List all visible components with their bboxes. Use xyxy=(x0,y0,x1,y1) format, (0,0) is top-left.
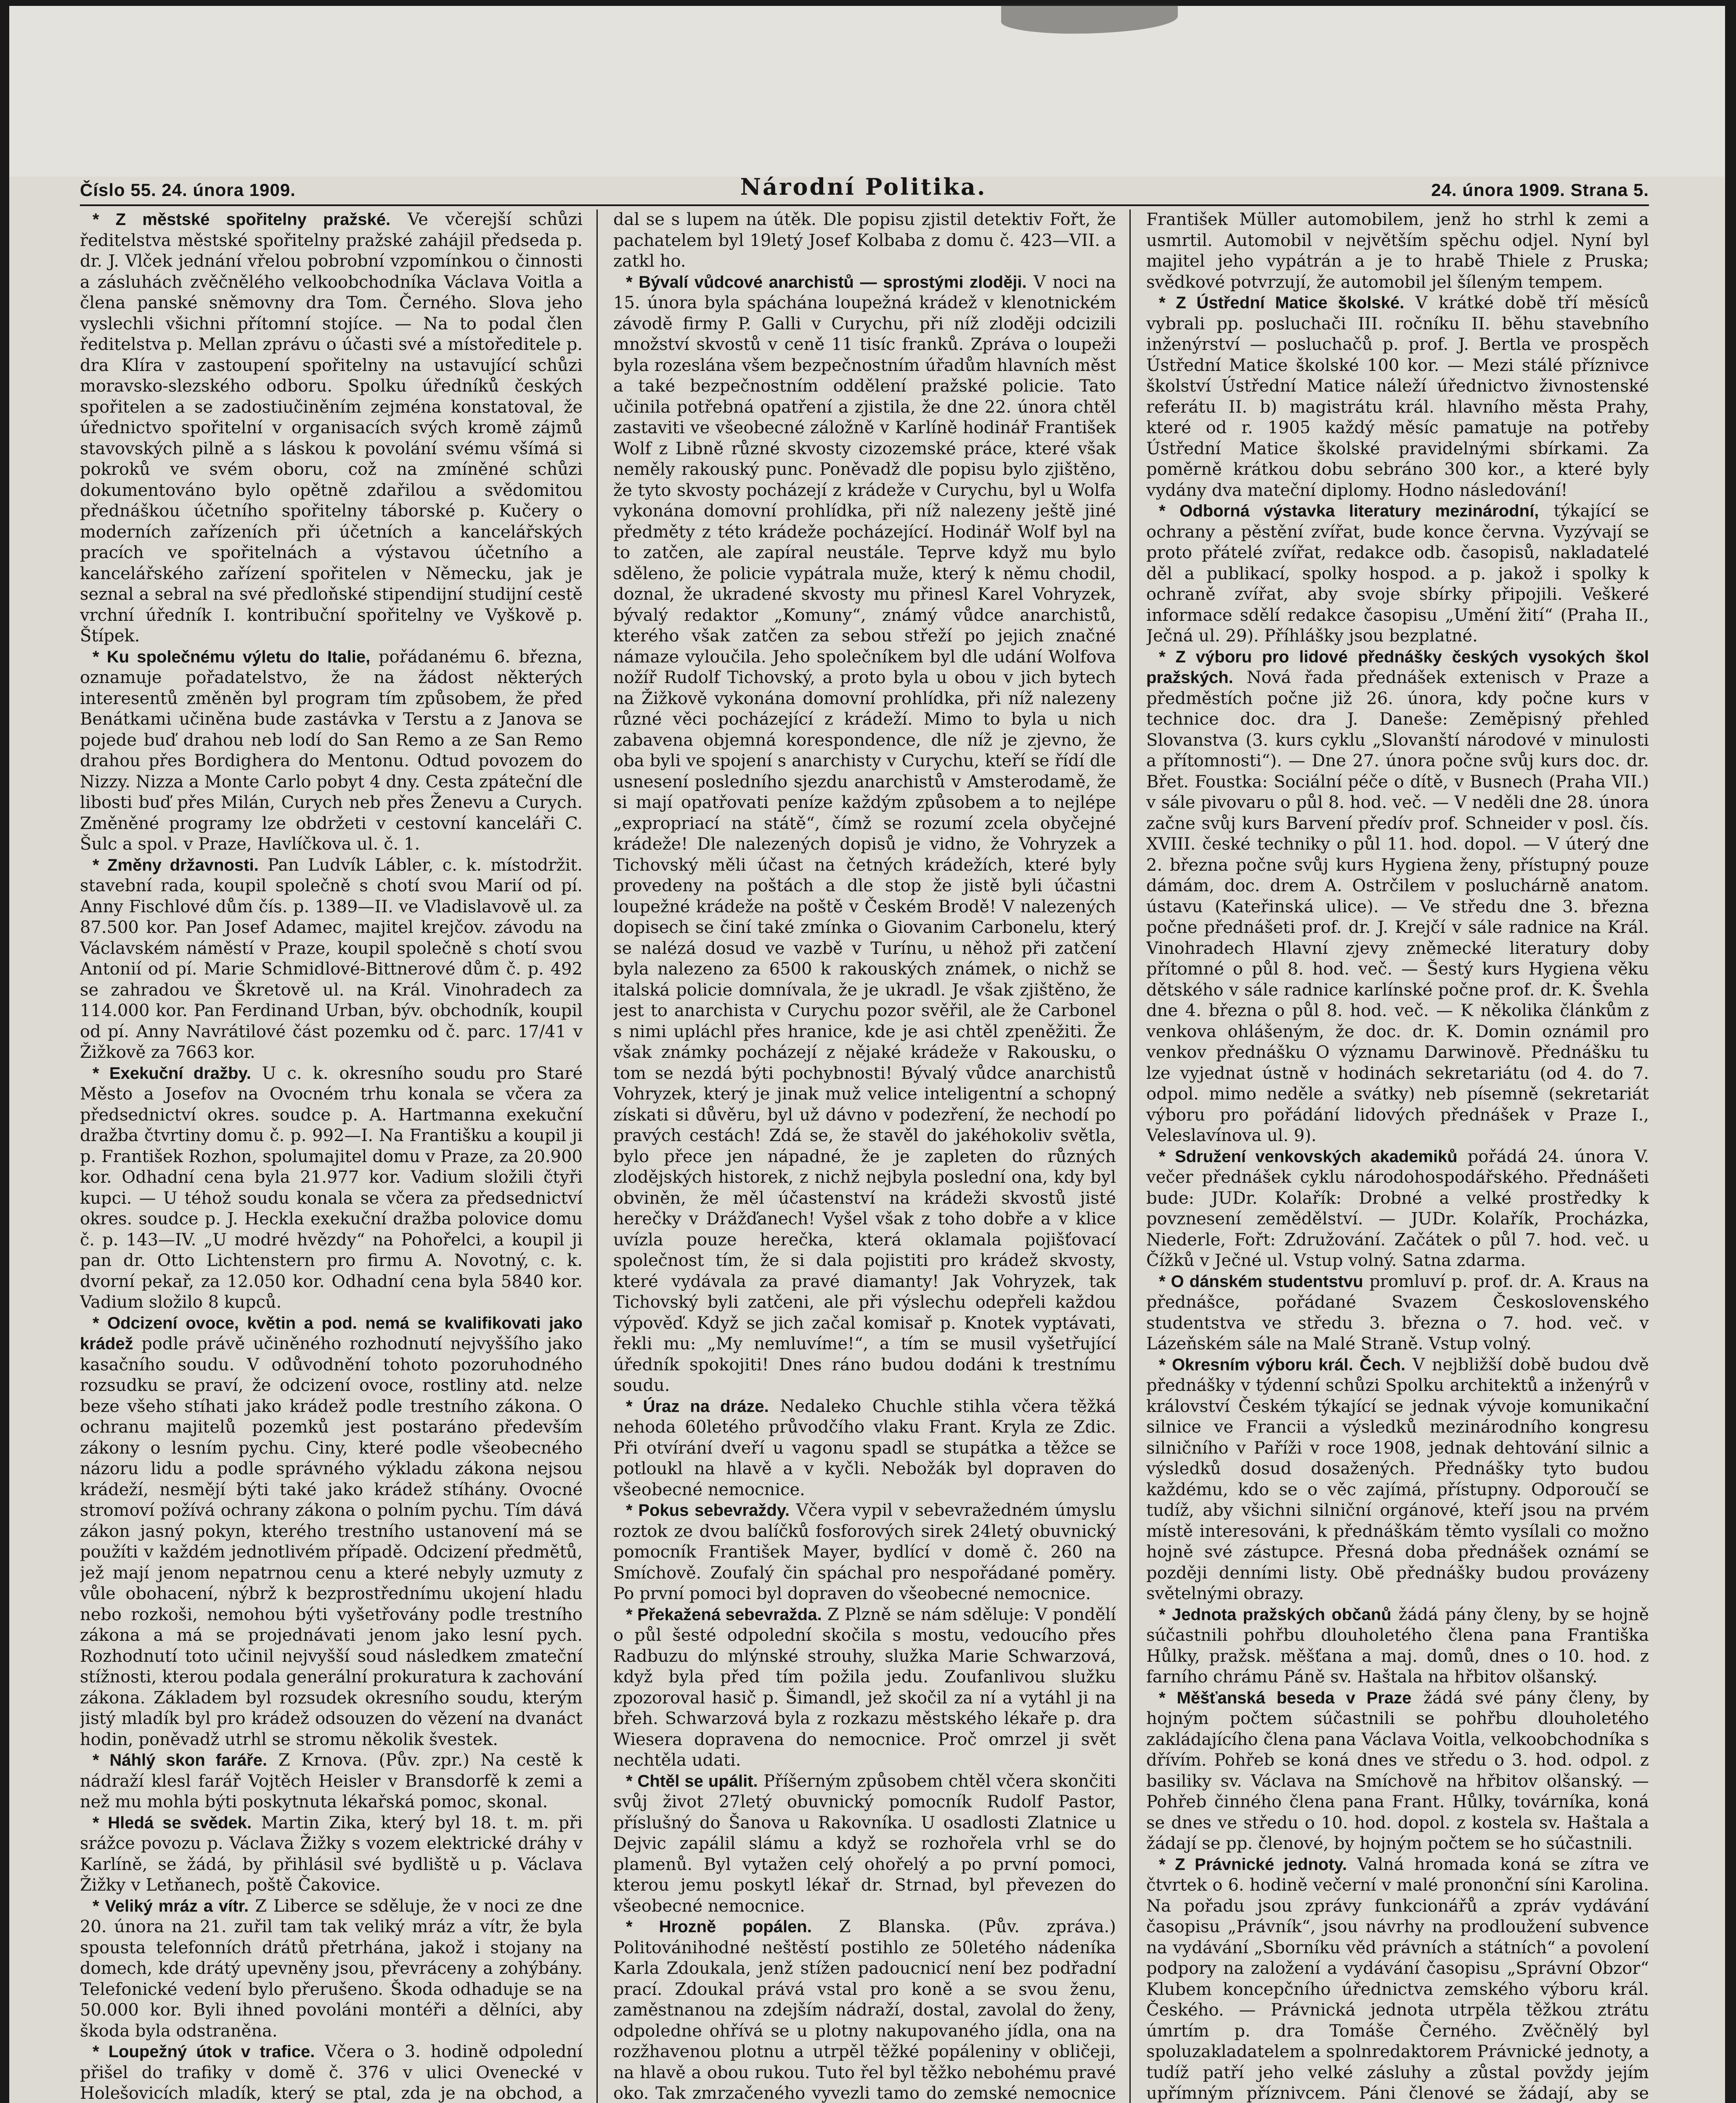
article-body: Příšerným způsobem chtěl včera skončiti svůj život 27letý obuvnický pomocník Rudolf Pastor, příslušný do Šanova u Rakovníka. U osadlosti Zlatnice u Dejvic zapálil slámu a když se rozhořela vrhl se do plamenů. Byl vytažen celý ohořelý a po první pomoci, kterou jemu poskytl lékař dr. Strnad, byl převezen do všeobecné nemocnice. xyxy=(613,1771,1116,1916)
article-col2-3 xyxy=(613,1500,1116,1605)
article-headline: * Z Ústřední Matice školské. xyxy=(1159,294,1404,312)
article-col1-6 xyxy=(80,1813,583,1896)
article-body: Včera o 3. hodině odpolední přišel do trafiky v domě č. 376 v ulici Ovenecké v Holešovicích mladík, který se ptal, zda je na obchod, a xyxy=(80,2042,583,2103)
article-headline: * Hrozně popálen. xyxy=(626,1918,812,1936)
article-headline: * Z městské spořitelny pražské. xyxy=(93,210,390,229)
scan-edge-right xyxy=(1725,0,1736,2103)
header-rule xyxy=(80,204,1649,206)
article-body: promluví p. prof. dr. A. Kraus na přednášce, pořádané Svazem Československého studentstva ve středu 3. března o 7. hod. več. v Lázeňském sále na Malé Straně. Vstup volný. xyxy=(1146,1271,1649,1353)
article-col3-3 xyxy=(1146,647,1649,1147)
article-col3-6 xyxy=(1146,1355,1649,1605)
article-col1-0 xyxy=(80,209,583,647)
article-col2-6 xyxy=(613,1917,1116,2103)
article-headline: * Hledá se svědek. xyxy=(93,1814,252,1832)
article-headline: * Okresním výboru král. Čech. xyxy=(1159,1356,1405,1374)
article-body: Nová řada přednášek extenisch v Praze a předměstích počne již 26. února, kdy počne kurs v technice doc. dra J. Daneše: Zeměpisný přehled Slovanstva (3. kurs cyklu „Slovanští národové v minulosti a přítomnosti“). — Dne 27. února počne svůj kurs doc. dr. Břet. Foustka: Sociální péče o dítě, v Busnech (Praha VII.) v sále pivovaru o půl 8. hod. več. — V neděli dne 28. února začne svůj kurs Barvení předív prof. Schneider v posl. čís. XVIII. české techniky o půl 11. hod. dopol. — V úterý dne 2. března počne svůj kurs Hygiena ženy, přístupný pouze dámám, doc. drem A. Ostrčilem v posluchárně anatom. ústavu (Kateřinská ulice). — Ve středu dne 3. března počne přednášeti prof. dr. J. Krejčí v sále radnice na Král. Vinohradech Hlavní zjevy zněmecké literatury doby přítomné o půl 8. hod. več. — Šestý kurs Hygiena věku dětského v sále radnice karlínské počne prof. dr. K. Švehla dne 4. března o půl 8. hod. več. — K několika článkům z venkova ohlášeným, že doc. dr. K. Domin oznámil pro venkov přednášku O významu Darwinově. Přednášku tu lze vyjednat ústně v hodinách sekretariátu (od 4. do 7. odpol. mimo neděle a svátky) neb písemně (sekretariát výboru pro pořádání lidových přednášek v Praze I., Veleslavínova ul. 9). xyxy=(1146,668,1649,1145)
column-3 xyxy=(1146,209,1649,2103)
article-headline: * Odborná výstavka literatury mezinárodní, xyxy=(1159,502,1539,520)
article-body: U c. k. okresního soudu pro Staré Město a Josefov na Ovocném trhu konala se včera za předsednictví okres. soudce p. A. Hartmanna exekuční dražba čtvrtiny domu č. p. 992—I. Na Františku a koupil ji p. František Rozhon, spolumajitel domu v Praze, za 20.900 kor. Odhadní cena byla 21.977 kor. Vadium složili čtyři kupci. — U téhož soudu konala se včera za předsednictví okres. soudce p. J. Heckla exekuční dražba polovice domu č. p. 143—IV. „U modré hvězdy“ na Pohořelci, a koupil ji pan dr. Otto Lichtenstern pro firmu A. Novotný, c. k. dvorní pekař, za 12.050 kor. Odhadní cena byla 5840 kor. Vadium složilo 8 kupců. xyxy=(80,1063,583,1312)
article-body: podle právě učiněného rozhodnutí nejvyššího jako kasačního soudu. V odůvodnění tohoto pozoruhodného rozsudku se praví, že odcizení ovoce, rostliny atd. nelze beze všeho stíhati jako krádež podle trestního zákona. O ochranu majitelů pozemků jest postaráno především zákony o lesním pychu. Ciny, které podle všeobecného názoru lidu a podle správného výkladu zákona nejsou krádeží, nesmějí býti také jako krádež stíhány. Ovocné stromoví požívá ochrany zákona o polním pychu. Tím dává zákon jasný pokyn, kterého trestního ustanovení má se použíti v každém jednotlivém případě. Odcizení předmětů, jež mají jenom nepatrnou cenu a které nebyly uzmuty z vůle obohacení, nýbrž k bezprostřednímu ukojení hladu nebo rozkoši, nemohou býti vyšetřovány podle trestního zákona a má se projednávati jenom jako lesní pych. Rozhodnutí toto učinil nejvyšší soud následkem zmateční stížnosti, kterou podala generální prokuratura k zachování zákona. Základem byl rozsudek okresního soudu, kterým jistý mladík byl pro krádež odsouzen do vězení na dvanáct hodin, poněvadž utrhl se stromu několik švestek. xyxy=(80,1334,583,1749)
article-headline: * Překažená sebevražda. xyxy=(626,1605,822,1624)
article-headline: * O dánském studentstvu xyxy=(1159,1272,1363,1291)
column-1 xyxy=(80,209,583,2103)
issue-number: Číslo 55. 24. února 1909. xyxy=(80,180,296,200)
article-body: žádá pány členy, by se hojně súčastnili pohřbu dlouholetého člena pana Františka Hůlky, pražsk. měšťana a maj. domů, dnes o 10. hod. z farního chrámu Páně sv. Haštala na hřbitov olšanský. xyxy=(1146,1605,1649,1687)
article-body: pořádanému 6. března, oznamuje pořadatelstvo, že na žádost některých interesentů změněn byl program tím způsobem, že před Benátkami učiněna bude zastávka v Terstu a z Janova se pojede buď drahou neb lodí do San Remo a ze San Remo drahou přes Bordighera do Mentonu. Odtud povozem do Nizzy. Nizza a Monte Carlo pobyt 4 dny. Cesta zpáteční dle libosti buď přes Milán, Curych neb přes Ženevu a Curych. Změněné programy lze obdržeti v cestovní kanceláři C. Šulc a spol. v Praze, Havlíčkova ul. č. 1. xyxy=(80,647,583,854)
article-col1-5 xyxy=(80,1750,583,1813)
article-headline: * Jednota pražských občanů xyxy=(1159,1605,1391,1624)
article-body: Martin Zika, který byl 18. t. m. při srážce povozu p. Václava Žižky s vozem elektrické dráhy v Karlíně, se žádá, by přihlásil své bydliště u p. Václava Žižky v Letňanech, poště Čakovice. xyxy=(80,1813,583,1895)
article-col3-0 xyxy=(1146,209,1649,293)
newspaper-page xyxy=(80,173,1649,2103)
article-body: Z Blanska. (Pův. zpráva.) Politovánihodné neštěstí postihlo ze 50letého nádeníka Karla Zdoukala, jenž stížen padoucnicí není bez podřadní prací. Zdoukal prává vstal pro koně a se svou ženu, zaměstnanou na zdejším nádraží, dostal, zavolal do ženy, odpoledne ohřívá se u plotny nakupovaného jídla, ona na rozžhavenou plotnu a utrpěl těžké popáleniny v obličeji, na hlavě a obou rukou. Tuto řel byl těžko nebohému pravé oko. Tak zmrzačeného vyvezli tamo do zemské nemocnice xyxy=(613,1917,1116,2103)
article-col2-4 xyxy=(613,1605,1116,1771)
article-body: V noci na 15. února byla spáchána loupežná krádež v klenotnickém závodě firmy P. Galli v Curychu, při níž zloději odcizili množství skvostů v ceně 11 tisíc franků. Zpráva o loupeži byla rozeslána všem bezpečnostním úřadům hlavních měst a také bezpečnostním oddělení pražské policie. Tato učinila potřebná opatření a zjistila, že dne 22. února chtěl zastaviti ve všeobecné záložně v Karlíně hodinář František Wolf z Libně různé skvosty cizozemské práce, které však neměly rakouský punc. Poněvadž dle popisu bylo zjištěno, že tyto skvosty pocházejí z krádeže v Curychu, byl u Wolfa vykonána domovní prohlídka, při níž nalezeny ještě jiné předměty z této krádeže pocházející. Hodinář Wolf byl na to zatčen, ale zapíral neustále. Teprve když mu bylo sděleno, že policie vypátrala muže, který k němu chodil, doznal, že ukradené skvosty mu přinesl Karel Vohryzek, bývalý redaktor „Komuny“, známý vůdce anarchistů, kterého však zatčen za sebou střeží po jejich značné námaze vyloučila. Jeho společníkem byl dle udání Wolfova nožíř Rudolf Tichovský, a proto byla u obou v jich bytech na Žižkově vykonána domovní prohlídka, při níž nalezeny různé věci pocházející z krádeží. Mimo to byla u nich zabavena objemná korespondence, dle níž je zjevno, že oba byli ve spojení s anarchisty v Curychu, kteří se řídí dle usnesení posledního sjezdu anarchistů v Amsterodamě, že si mají opatřovati peníze každým způsobem a to nejlépe „expropriací na státě“, čímž se rozumí zcela obyčejné krádeže! Dle nalezených dopisů je vidno, že Vohryzek a Tichovský měli účast na četných krádežích, které byly provedeny na poštách a dle stop že jistě byli účastni loupežné krádeže na poště v Českém Brodě! V nalezených dopisech se činí také zmínka o Giovanim Carbonelu, který se nalézá dosud ve vazbě v Turínu, u něhož při zatčení byla nalezeno za 6500 k rakouských známek, o nichž se italská policie domnívala, že je ukradl. Je však zjištěno, že jest to anarchista v Curychu pozor svěřil, ale že Carbonel s nimi upláchl přes hranice, kde je asi chtěl zpeněžiti. Že však známky pocházejí z nějaké krádeže v Rakousku, o tom se nezdá býti pochybnosti! Bývalý vůdce anarchistů Vohryzek, který je jinak muž velice inteligentní a schopný získati si důvěru, byl už dávno v podezření, že nechodí po pravých cestách! Zdá se, že stavěl do jakéhokoliv světla, bylo přece jen nápadné, že je zapleten do různých zlodějských historek, z nichž nejbyla poslední ona, kdy byl obviněn, že měl účastenství na krádeži skvostů jisté herečky v Drážďanech! Vyšel však z toho dobře a v klice uvízla pouze herečka, která oklamala pojišťovací společnost tím, že si dala pojistiti pro krádež skvosty, které vydávala za pravé diamanty! Jak Vohryzek, tak Tichovský byli zatčeni, ale při výslechu odepřeli každou výpověď. Když se jich začal komisař p. Knotek vyptávati, řekli mu: „My nemluvíme!“, a tím se musil vyšetřující úředník spokojiti! Dnes ráno budou dodáni k trestnímu soudu. xyxy=(613,272,1116,1395)
date-and-page: 24. února 1909. Strana 5. xyxy=(1431,180,1649,200)
article-body: týkající se ochrany a pěstění zvířat, bude konce června. Vyzývají se proto přátelé zvířat, redakce odb. časopisů, nakladatelé děl a publikací, spolky hospod. a p. jakož i spolky k ochraně zvířat, aby svoje sbírky připojili. Veškeré informace sdělí redakce časopisu „Umění žití“ (Praha II., Ječná ul. 29). Příhlášky jsou bezplatné. xyxy=(1146,501,1649,646)
text-columns xyxy=(80,209,1649,2103)
column-2 xyxy=(613,209,1116,2103)
page-header xyxy=(80,173,1649,200)
article-headline: * Z Právnické jednoty. xyxy=(1159,1855,1347,1874)
scan-edge-top xyxy=(0,0,1736,6)
article-headline: * Sdružení venkovských akademiků xyxy=(1159,1147,1458,1166)
article-headline: * Úraz na dráze. xyxy=(626,1397,769,1416)
article-headline: * Odcizení ovoce, květin a pod. nemá se kvalifikovati jako krádež xyxy=(80,1314,583,1353)
article-headline: * Veliký mráz a vítr. xyxy=(93,1897,249,1915)
article-headline: * Chtěl se upálit. xyxy=(626,1772,758,1790)
article-col3-7 xyxy=(1146,1605,1649,1688)
scan-edge-left xyxy=(0,0,9,2103)
article-body: V nejbližší době budou dvě přednášky v týdenní schůzi Spolku architektů a inženýrů v království Českém týkající se jednak vývoje komunikační silnice ve Francii a výsledků mezinárodního kongresu silničního v Paříži v roce 1908, jednak dehtování silnic a výsledků dosud dosažených. Přednášky tyto budou každému, kdo se o věc zajímá, přístupny. Odporoučí se tudíž, aby všichni silniční orgánové, kteří jsou na prvém místě interesováni, k přednáškám těmto vysílali co možno hojně své zástupce. Přesná doba přednášek oznámí se později denními listy. Obě přednášky budou provázeny světelnými obrazy. xyxy=(1146,1355,1649,1603)
article-col2-0 xyxy=(613,209,1116,272)
article-body: pořádá 24. února V. večer přednášek cyklu národohospodářského. Přednášeti bude: JUDr. Kolařík: Drobné a velké prostředky k povznesení zemědělství. — JUDr. Kolařík, Procházka, Niederle, Fořt: Združování. Začátek o půl 7. hod. več. u Čížků v Ječné ul. Vstup volný. Satna zdarma. xyxy=(1146,1147,1649,1270)
article-body: Ve včerejší schůzi ředitelstva městské spořitelny pražské zahájil předseda p. dr. J. Vlček jednání vřelou pobrobní vzpomínkou o činnosti a zásluhách zvěčnělého velkoobchodníka Václava Voitla a člena panské sněmovny dra Tom. Černého. Slova jeho vyslechli všichni přítomní stojíce. — Na to podal člen ředitelstva p. Mellan zprávu o účasti své a místoředitele p. dra Klíra v zastoupení spořitelny na ustavující schůzi moravsko-slezského odboru. Spolku úředníků českých spořitelen a se zadostiučiněním zejména konstatoval, že úřednictvo spořitelní v organisacích svých kromě zájmů stavovských pilně a s láskou k povolání svému všímá si pokroků ve svém oboru, což na zmíněné schůzi dokumentováno bylo opětně zdařilou a svědomitou přednáškou účetního spořitelny táborské p. Kučery o moderních zařízeních při účetních a kancelářských pracích ve spořitelnách a výstavou účetního a kancelářského zařízení spořitelen v Německu, jak je seznal a sebral na své předloňské stipendijní studijní cestě vrchní úředník I. kontribuční spořitelny ve Vyškově p. Štípek. xyxy=(80,210,583,646)
article-headline: * Náhlý skon faráře. xyxy=(93,1751,267,1769)
article-col3-5 xyxy=(1146,1271,1649,1355)
article-body: Nedaleko Chuchle stihla včera těžká nehoda 60letého průvodčího vlaku Frant. Kryla ze Zdic. Při otvírání dveří u vagonu spadl se stupátka a těžce se potloukl na hlavě a v kyčli. Nebožák byl dopraven do všeobecné nemocnice. xyxy=(613,1396,1116,1499)
article-col1-8 xyxy=(80,2042,583,2103)
article-headline: * Z výboru pro lidové přednášky českých vysokých škol pražských. xyxy=(1146,648,1649,687)
article-body: V krátké době tří měsíců vybrali pp. posluchači III. ročníku II. běhu stavebního inženýrství — posluchačů p. prof. J. Bertla ve prospěch Ústřední Matice školské 100 kor. — Mezi stálé příznivce školství Ústřední Matice náleží úřednictvo živnostenské referátu II. b) magistrátu král. hlavního města Prahy, které od r. 1905 každý měsíc pamatuje na potřeby Ústřední Matice školské pravidelnými sbírkami. Za poměrně krátkou dobu sebráno 300 kor., a které byly vydány dva mateční diplomy. Hodno následování! xyxy=(1146,293,1649,500)
article-col1-1 xyxy=(80,647,583,855)
article-col3-2 xyxy=(1146,501,1649,647)
article-body: Z Krnova. (Pův. zpr.) Na cestě k nádraží klesl farář Vojtěch Heisler v Bransdorfě k zemi a než mu mohla býti poskytnuta lékařská pomoc, skonal. xyxy=(80,1751,583,1812)
article-col2-2 xyxy=(613,1396,1116,1501)
article-col1-2 xyxy=(80,855,583,1063)
article-headline: * Měšťanská beseda v Praze xyxy=(1159,1689,1412,1707)
article-col1-7 xyxy=(80,1896,583,2042)
article-col3-1 xyxy=(1146,293,1649,501)
column-rule-2 xyxy=(1129,209,1131,2103)
article-headline: * Pokus sebevraždy. xyxy=(626,1501,790,1520)
article-headline: * Bývalí vůdcové anarchistů — sprostými zloději. xyxy=(626,273,1027,291)
article-body: Včera vypil v sebevražedném úmyslu roztok ze dvou balíčků fosforových sirek 24letý obuvnický pomocník František Mayer, bydlící v domě č. 260 na Smíchově. Zoufalý čin spáchal pro nespořádané poměry. Po první pomoci byl dopraven do všeobecné nemocnice. xyxy=(613,1501,1116,1603)
scan-top-margin xyxy=(0,0,1736,177)
article-headline: * Ku společnému výletu do Italie, xyxy=(93,648,370,666)
article-headline: * Změny državnosti. xyxy=(93,856,259,874)
article-body: Z Plzně se nám sděluje: V pondělí o půl šesté odpolední skočila s mostu, vedoucího přes Radbuzu do mlýnské strouhy, služka Marie Schwarzová, když byla před tím požila jedu. Zoufanlivou služku zpozoroval hasič p. Šimandl, jež skočil za ní a vytáhl ji na břeh. Schwarzová byla z rozkazu městského lékaře p. dra Wiesera dopravena do nemocnice. Proč omrzel ji svět nechtěla udati. xyxy=(613,1605,1116,1770)
article-col2-5 xyxy=(613,1771,1116,1917)
article-col3-9 xyxy=(1146,1854,1649,2103)
article-col3-8 xyxy=(1146,1688,1649,1854)
article-body: Valná hromada koná se zítra ve čtvrtek o 6. hodině večerní v malé prononční síni Karolina. Na pořadu jsou zprávy funkcionářů a zpráv vydávání časopisu „Právník“, jsou návrhy na prodloužení subvence na vydávání „Sborníku věd právních a státních“ a povolení podpory na založení a vydávání časopisu „Správní Obzor“ Klubem koncepčního úřednictva zemského výboru král. Českého. — Právnická jednota utrpěla těžkou ztrátu úmrtím p. dra Tomáše Černého. Zvěčnělý byl spoluzakladatelem a spolnredaktorem Právnické jednoty, a tudíž patří jeho velké zásluhy a zůstal povždy jejím upřímným příznivcem. Páni členové se žádají, aby se xyxy=(1146,1854,1649,2103)
article-headline: * Exekuční dražby. xyxy=(93,1064,251,1083)
article-body: žádá své pány členy, by hojným počtem súčastnili se pohřbu dlouholetého zakládajícího člena pana Václava Voitla, velkoobchodníka s dřívím. Pohřeb se koná dnes ve středu o 3. hod. odpol. z basiliky sv. Václava na Smíchově na hřbitov olšanský. — Pohřeb činného člena pana Frant. Hůlky, továrníka, koná se dnes ve středu o 10. hod. dopol. z kostela sv. Haštala a žádají se pp. členové, by hojným počtem se ho súčastnili. xyxy=(1146,1688,1649,1853)
article-body: dal se s lupem na útěk. Dle popisu zjistil detektiv Fořt, že pachatelem byl 19letý Josef Kolbaba z domu č. 423—VII. a zatkl ho. xyxy=(613,210,1116,271)
article-body: Pan Ludvík Lábler, c. k. místodržit. stavební rada, koupil společně s chotí svou Marií od pí. Anny Fischlové dům čís. p. 1389—II. ve Vladislavově ul. za 87.500 kor. Pan Josef Adamec, majitel krejčov. závodu na Václavském náměstí v Praze, koupil společně s chotí svou Antonií od pí. Marie Schmidlové-Bittnerové dům č. p. 492 se zahradou ve Škretově ul. na Král. Vinohradech za 114.000 kor. Pan Ferdinand Urban, býv. obchodník, koupil od pí. Anny Navrátilové část pozemku od č. parc. 17/41 v Žižkově za 7663 kor. xyxy=(80,855,583,1062)
article-headline: * Loupežný útok v trafice. xyxy=(93,2042,315,2061)
article-col1-3 xyxy=(80,1063,583,1313)
article-col3-4 xyxy=(1146,1147,1649,1271)
column-rule-1 xyxy=(596,209,598,2103)
article-body: Z Liberce se sděluje, že v noci ze dne 20. února na 21. zuřil tam tak veliký mráz a vítr, že byla spousta telefonních drátů přetrhána, jakož i stojany na domech, kde drátý upevněny jsou, převráceny a zohýbány. Telefonické vedení bylo přerušeno. Škoda odhaduje se na 50.000 kor. Byli ihned povoláni montéři a dělníci, aby škoda byla odstraněna. xyxy=(80,1896,583,2041)
article-body: František Müller automobilem, jenž ho strhl k zemi a usmrtil. Automobil v největším spěchu odjel. Nyní byl majitel jeho vypátrán a je to hrabě Thiele z Pruska; svědkové potvrzují, že automobil jel šíleným tempem. xyxy=(1146,210,1649,292)
newspaper-title: Národní Politika. xyxy=(740,173,987,200)
article-col1-4 xyxy=(80,1313,583,1751)
article-col2-1 xyxy=(613,272,1116,1396)
